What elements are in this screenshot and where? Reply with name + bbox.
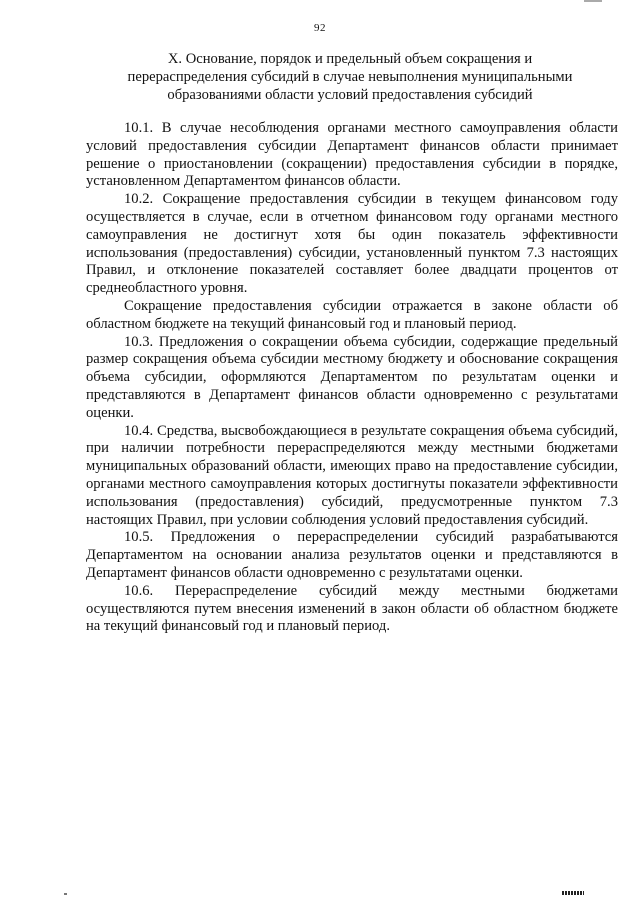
paragraph-10-4: 10.4. Средства, высвобождающиеся в результате сокращения объема субсидий, при наличии потребности перераспределяются между местными бюджетами муниципальных образований области, имеющих право на предоставление субсидии, органами местного самоуправления которых достигнуты показатели эффективности использования (предоставления) субсидий, предусмотренные пунктом 7.3 настоящих Правил, при условии соблюдения условий предоставления субсидий. [86,422,618,528]
scan-artifact-top [584,0,602,2]
paragraph-10-6: 10.6. Перераспределение субсидий между местными бюджетами осуществляются путем внесения изменений в закон области об областном бюджете на текущий финансовый год и плановый период. [86,582,618,635]
paragraph-10-1: 10.1. В случае несоблюдения органами местного самоуправления области условий предоставления субсидии Департамент финансов области принимает решение о приостановлении (сокращении) предоставления субсидии в порядке, установленном Департаментом финансов области. [86,120,618,190]
heading-line: перераспределения субсидий в случае невыполнения муниципальными [127,69,573,85]
paragraph-10-2: 10.2. Сокращение предоставления субсидии в текущем финансовом году осуществляется в случае, если в отчетном финансовом году органами местного самоуправления не достигнут хотя бы один показатель эффективности использования (предоставления) субсидии, установленный пунктом 7.3 настоящих Правил, и отклонение показателей составляет более двадцати процентов от среднеобластного уровня. [86,191,618,297]
paragraph-10-5: 10.5. Предложения о перераспределении субсидий разрабатываются Департаментом на основании анализа результатов оценки и представляются в Департамент финансов области одновременно с результатами оценки. [86,529,618,581]
page-number: 92 [314,22,326,34]
scan-artifact-bottom [562,891,584,895]
paragraph-10-3: 10.3. Предложения о сокращении объема субсидии, содержащие предельный размер сокращения объема субсидии местному бюджету и обоснование сокращения объема субсидии, оформляются Департаментом по результатам оценки и представляются в Департамент финансов области одновременно с результатами оценки. [86,333,618,421]
section-heading [70,50,630,104]
scan-artifact-dot [64,893,67,895]
heading-line: образованиями области условий предоставления субсидий [167,87,533,103]
paragraph-10-2-continued: Сокращение предоставления субсидии отражается в законе области об областном бюджете на текущий финансовый год и плановый период. [86,297,618,332]
document-body [86,120,618,636]
heading-line: X. Основание, порядок и предельный объем сокращения и [167,51,533,67]
